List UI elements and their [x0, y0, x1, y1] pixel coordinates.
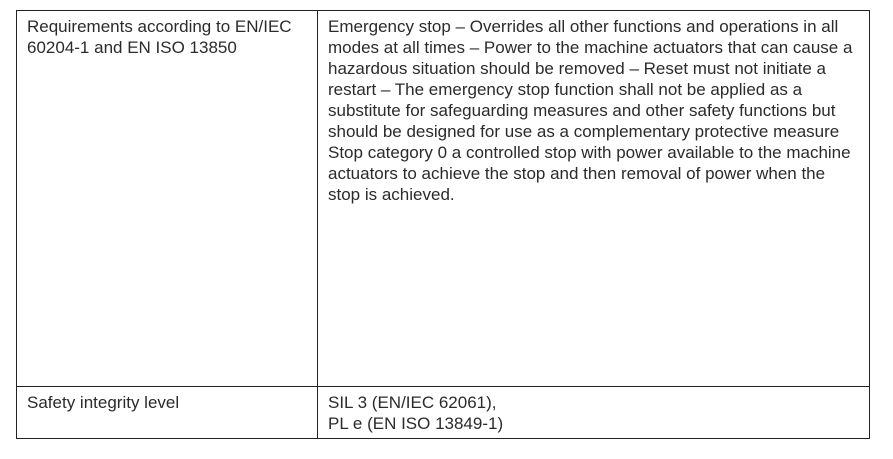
- table-row: [17, 11, 870, 387]
- requirements-value-cell: Emergency stop – Overrides all other functions and operations in all modes at all times – Power to the machine actuators that can cause a hazardous situation should be removed – Reset must not initiate a restart – The emergency stop function shall not be applied as a substitute for safeguarding measures and other safety functions but should be designed for use as a complementary protective measure Stop category 0 a controlled stop with power available to the machine actuators to achieve the stop and then removal of power when the stop is achieved.: [318, 11, 870, 387]
- safety-integrity-value-cell: [318, 387, 870, 439]
- requirements-table: [16, 10, 870, 439]
- table-row: [17, 387, 870, 439]
- pl-value: PL e (EN ISO 13849-1): [328, 414, 504, 433]
- requirements-label-cell: Requirements according to EN/IEC 60204-1 and EN ISO 13850: [17, 11, 318, 387]
- safety-integrity-label-cell: Safety integrity level: [17, 387, 318, 439]
- sil-value: SIL 3 (EN/IEC 62061),: [328, 393, 497, 412]
